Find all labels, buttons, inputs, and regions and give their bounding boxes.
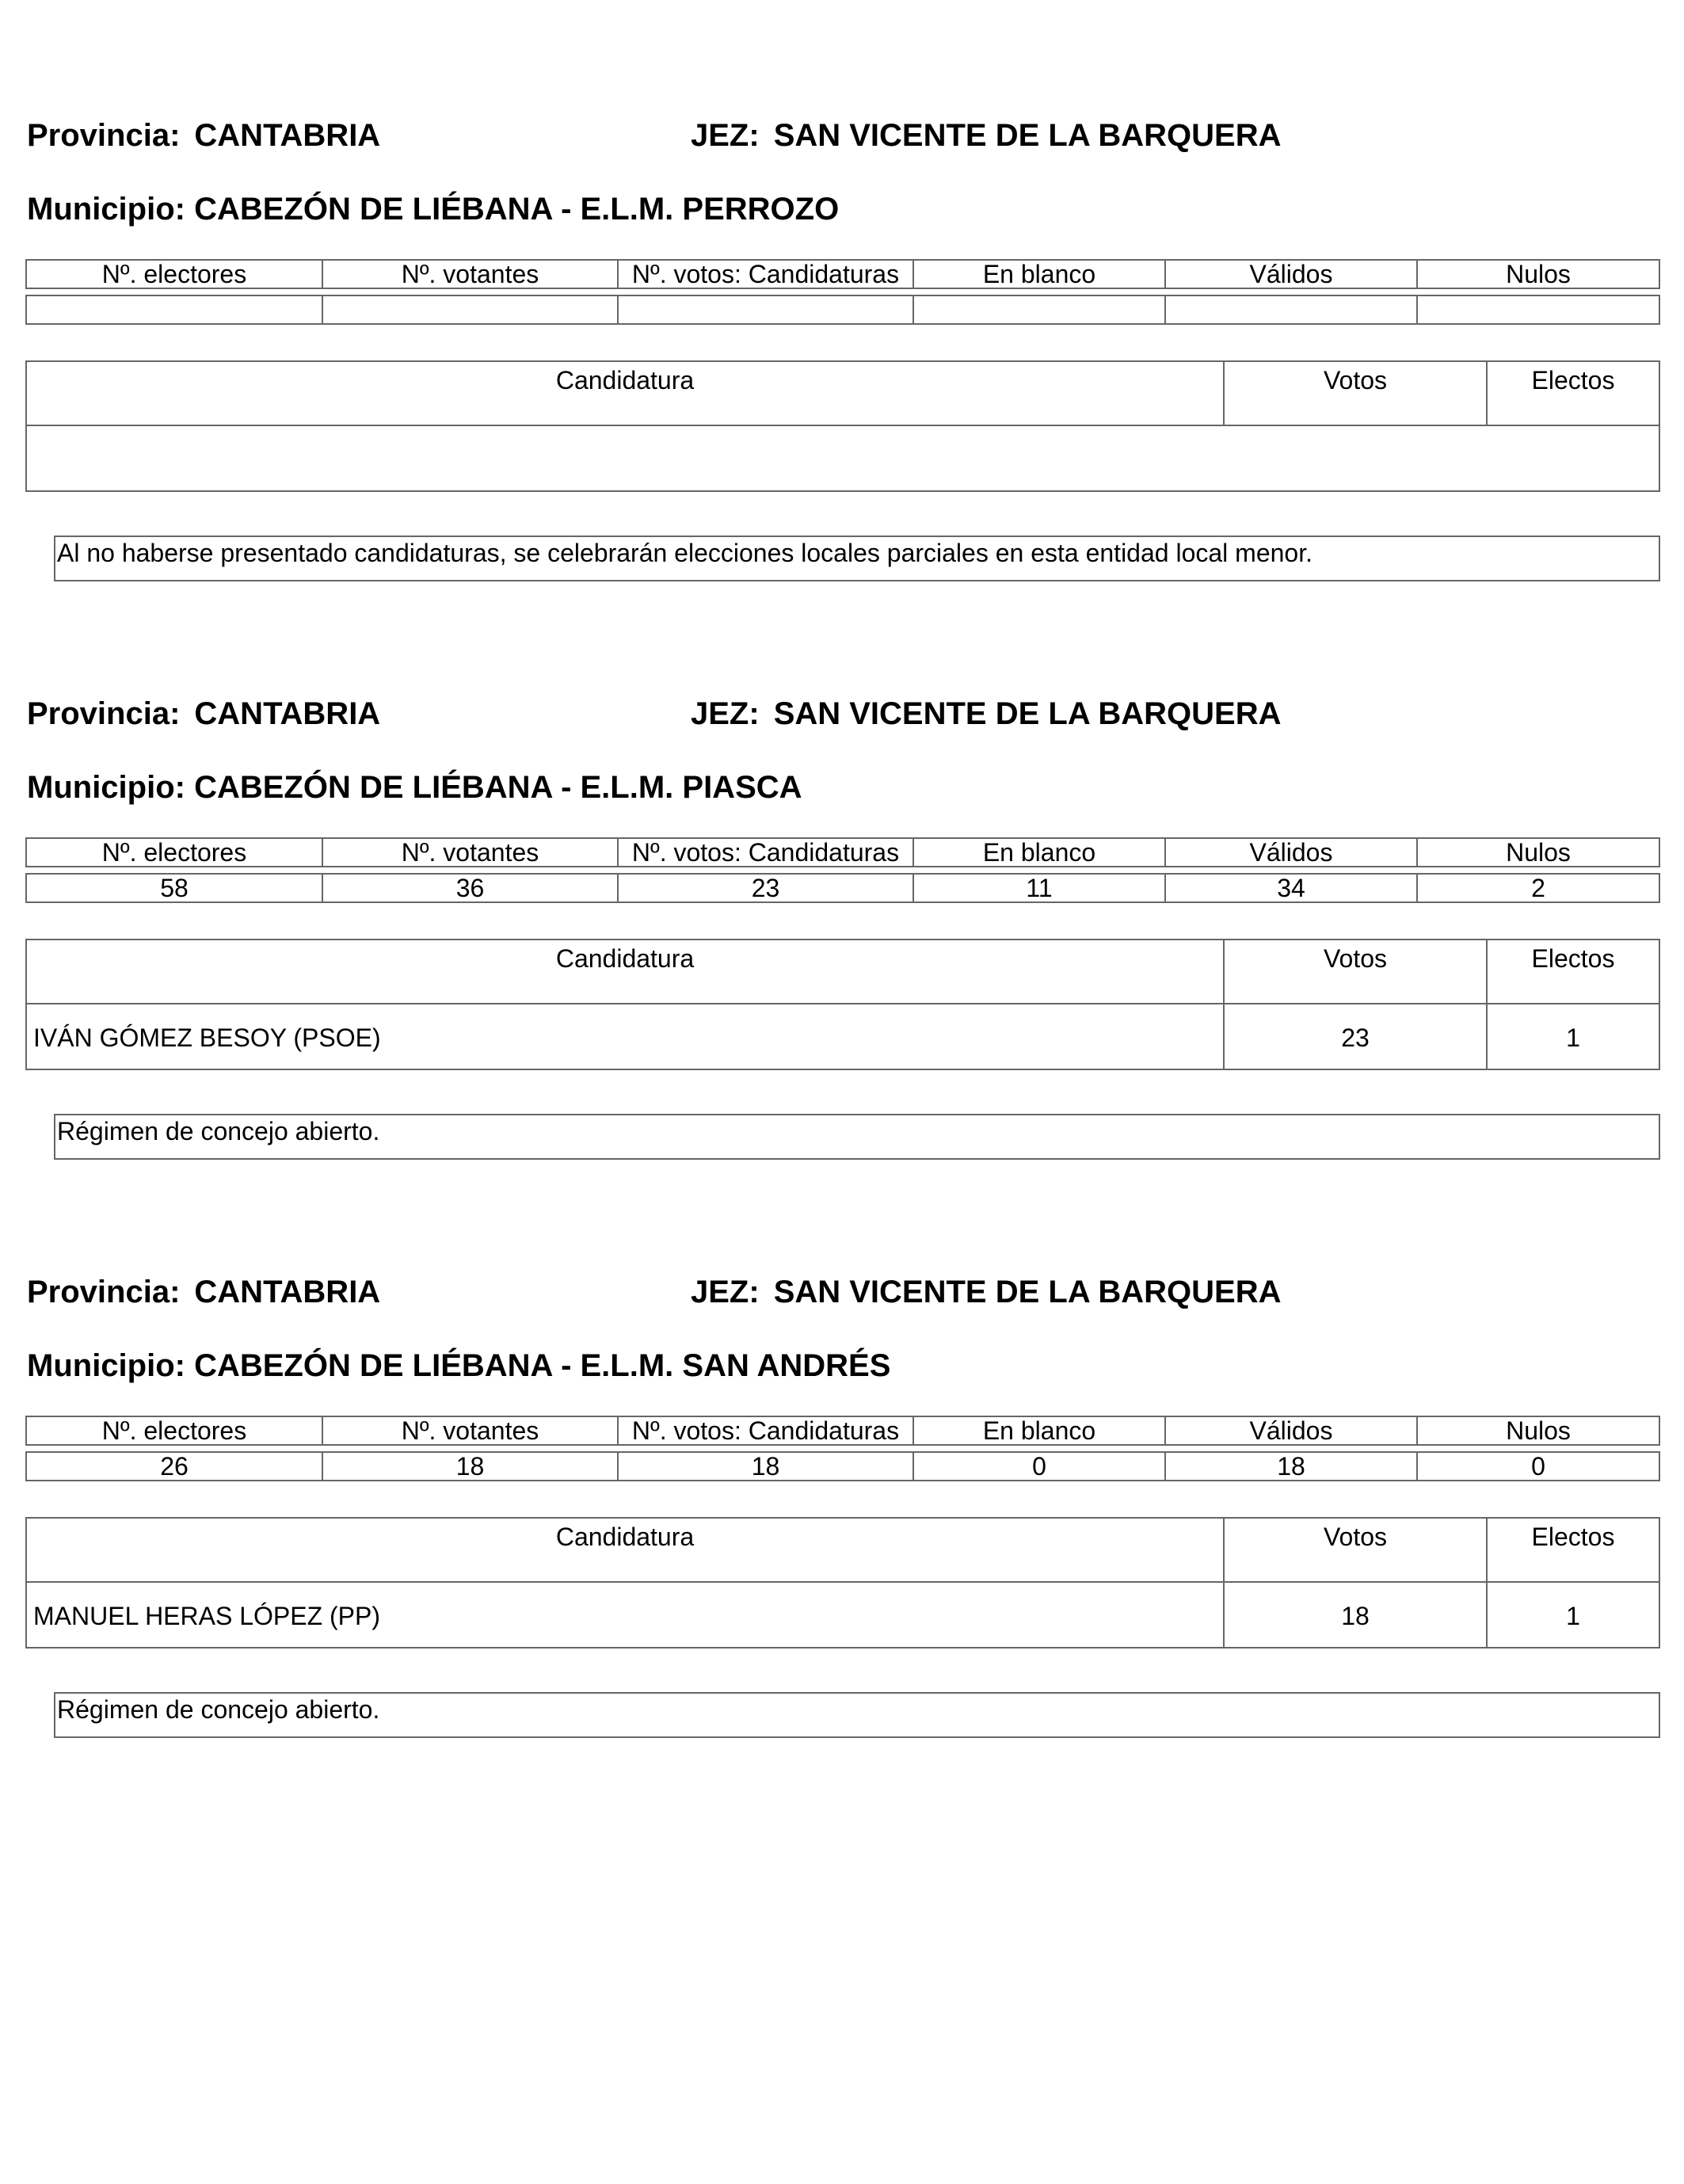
electos-header: Electos [1531,1523,1615,1551]
candidates-table [25,1517,1660,1648]
stats-value-row [25,1451,1660,1481]
municipio-heading [27,190,839,228]
stats-value-cell [1416,296,1659,323]
stats-header-cell: En blanco [912,1417,1164,1444]
header-divider [27,425,1659,426]
municipio-label: Municipio: [27,770,185,805]
stats-table [25,259,1660,326]
municipio-heading [27,1347,890,1385]
jez-label: JEZ: [691,1275,760,1309]
provincia-value: CANTABRIA [194,1275,381,1309]
column-divider [1486,362,1488,425]
stats-value-cell: 0 [912,1453,1164,1480]
stats-header-cell: Válidos [1164,1417,1416,1444]
stats-header-cell: En blanco [912,839,1164,866]
column-divider [1223,362,1225,425]
candidatura-header: Candidatura [555,1523,695,1551]
stats-value-row [25,295,1660,325]
jez-value: SAN VICENTE DE LA BARQUERA [773,696,1282,731]
candidate-electos: 1 [1566,1023,1580,1052]
provincia-label: Provincia: [27,696,181,731]
stats-value-cell: 18 [1164,1453,1416,1480]
note-box: Régimen de concejo abierto. [54,1114,1660,1160]
stats-header-cell: Nº. votantes [322,839,617,866]
stats-table [25,837,1660,904]
municipio-value: CABEZÓN DE LIÉBANA - E.L.M. PIASCA [194,770,802,805]
stats-header-cell: Nulos [1416,261,1659,288]
electos-header: Electos [1531,366,1615,394]
stats-value-cell: 34 [1164,875,1416,901]
candidatura-header: Candidatura [555,944,695,973]
candidate-votos: 18 [1341,1602,1370,1630]
stats-value-cell: 23 [617,875,912,901]
electos-header: Electos [1531,944,1615,973]
stats-value-cell: 11 [912,875,1164,901]
candidates-table [25,360,1660,492]
jez-heading [691,116,1281,154]
provincia-label: Provincia: [27,118,181,153]
municipio-value: CABEZÓN DE LIÉBANA - E.L.M. PERROZO [194,192,840,227]
municipio-value: CABEZÓN DE LIÉBANA - E.L.M. SAN ANDRÉS [194,1348,891,1383]
stats-header-cell: En blanco [912,261,1164,288]
provincia-label: Provincia: [27,1275,181,1309]
stats-header-cell: Nulos [1416,1417,1659,1444]
jez-label: JEZ: [691,696,760,731]
district-section-piasca [0,578,1684,1157]
stats-value-cell: 36 [322,875,617,901]
provincia-value: CANTABRIA [194,118,381,153]
stats-value-cell [617,296,912,323]
stats-header-cell: Nº. electores [101,1416,247,1445]
district-section-perrozo [0,0,1684,578]
stats-value-cell: 58 [160,874,189,902]
note-box: Al no haberse presentado candidaturas, se celebrarán elecciones locales parciales en esta entidad local menor. [54,536,1660,581]
jez-value: SAN VICENTE DE LA BARQUERA [773,1275,1282,1309]
provincia-heading [27,1273,380,1311]
candidate-name: MANUEL HERAS LÓPEZ (PP) [33,1602,381,1630]
provincia-heading [27,116,380,154]
stats-value-cell [322,296,617,323]
stats-header-cell: Nº. votantes [322,261,617,288]
stats-header-cell: Válidos [1164,261,1416,288]
jez-label: JEZ: [691,118,760,153]
jez-heading [691,1273,1281,1311]
stats-value-cell [912,296,1164,323]
votos-header: Votos [1323,1523,1388,1551]
candidatura-header: Candidatura [555,366,695,394]
provincia-value: CANTABRIA [194,696,381,731]
votos-header: Votos [1323,366,1388,394]
candidate-votos: 23 [1341,1023,1370,1052]
municipio-label: Municipio: [27,1348,185,1383]
stats-value-row [25,873,1660,903]
stats-header-row [25,259,1660,289]
stats-header-cell: Nulos [1416,839,1659,866]
header-divider [27,1581,1659,1583]
stats-value-cell: 2 [1416,875,1659,901]
jez-heading [691,695,1281,733]
district-section-san-andres [0,1157,1684,1735]
stats-header-cell: Nº. electores [101,260,247,288]
candidate-name: IVÁN GÓMEZ BESOY (PSOE) [33,1023,381,1052]
header-divider [27,1003,1659,1004]
stats-table [25,1416,1660,1482]
municipio-heading [27,768,802,806]
note-box: Régimen de concejo abierto. [54,1692,1660,1738]
municipio-label: Municipio: [27,192,185,227]
stats-header-row [25,837,1660,867]
stats-value-cell: 18 [617,1453,912,1480]
stats-value-cell [27,296,322,323]
candidate-electos: 1 [1566,1602,1580,1630]
stats-header-cell: Nº. votos: Candidaturas [617,1417,912,1444]
provincia-heading [27,695,380,733]
stats-header-row [25,1416,1660,1446]
jez-value: SAN VICENTE DE LA BARQUERA [773,118,1282,153]
stats-value-cell: 26 [160,1452,189,1481]
votos-header: Votos [1323,944,1388,973]
stats-header-cell: Válidos [1164,839,1416,866]
stats-header-cell: Nº. votos: Candidaturas [617,839,912,866]
stats-value-cell: 0 [1416,1453,1659,1480]
stats-header-cell: Nº. votantes [322,1417,617,1444]
stats-value-cell: 18 [322,1453,617,1480]
candidates-table [25,939,1660,1070]
stats-value-cell [1164,296,1416,323]
stats-header-cell: Nº. electores [101,838,247,867]
stats-header-cell: Nº. votos: Candidaturas [617,261,912,288]
